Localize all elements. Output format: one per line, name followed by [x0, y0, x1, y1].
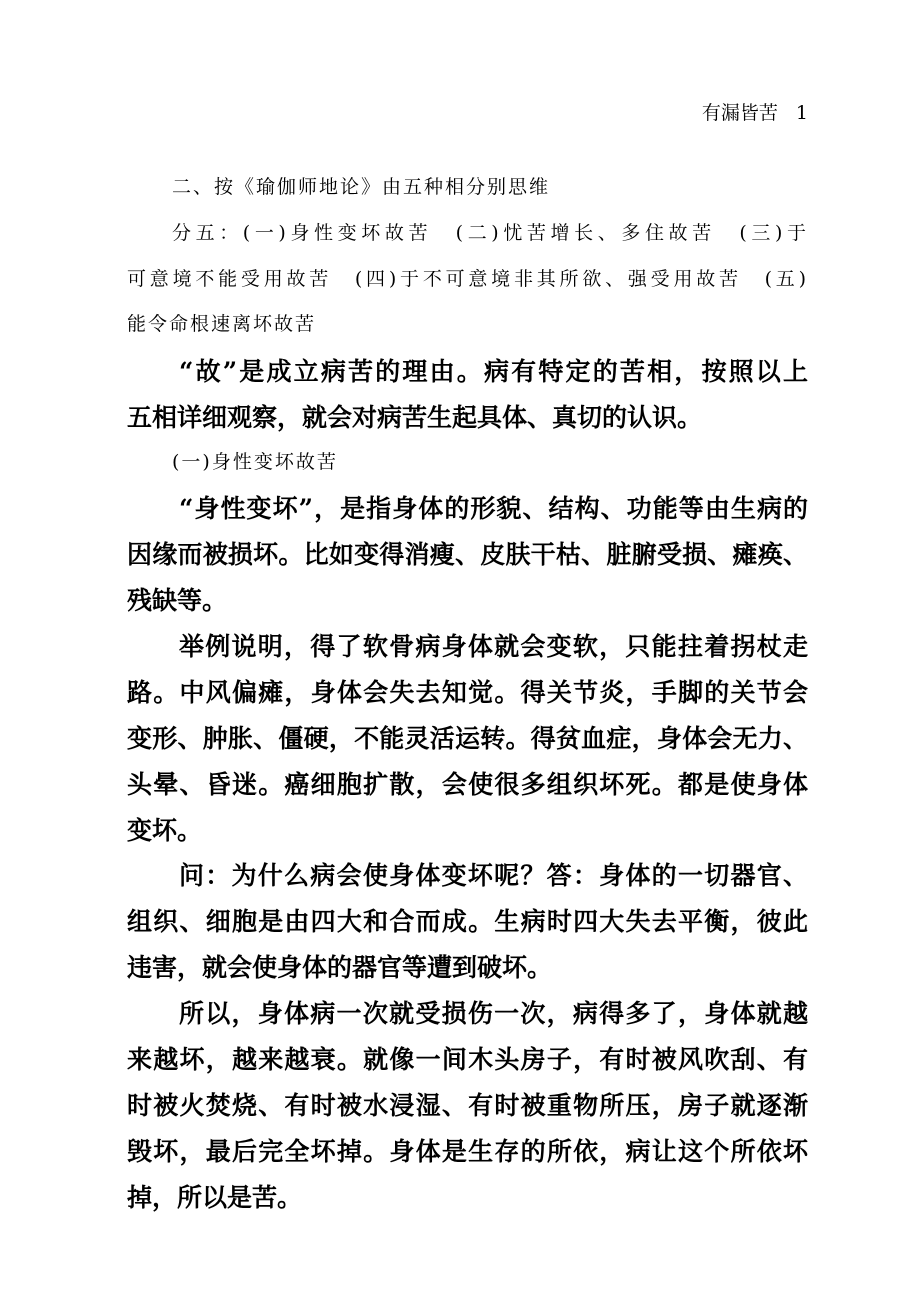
paragraph-line: 因缘而被损坏。比如变得消瘦、皮肤干枯、脏腑受损、瘫痪、 [127, 540, 808, 569]
paragraph-line: 所以，身体病一次就受损伤一次，病得多了，身体就越 [179, 999, 808, 1028]
paragraph-line: 违害，就会使身体的器官等遭到破坏。 [127, 953, 553, 982]
header-title: 有漏皆苦 [701, 102, 778, 124]
paragraph-line: 变坏。 [127, 816, 203, 845]
page-header [684, 98, 808, 125]
paragraph-line: “身性变坏”，是指身体的形貌、结构、功能等由生病的 [179, 494, 808, 523]
section-heading: 二、按《瑜伽师地论》由五种相分别思维 [172, 176, 551, 198]
paragraph-line: 五相详细观察，就会对病苦生起具体、真切的认识。 [127, 403, 703, 432]
paragraph-line: 掉，所以是苦。 [127, 1183, 303, 1212]
text-line: 分五：(一)身性变坏故苦 (二)忧苦增长、多住故苦 (三)于 [172, 222, 808, 244]
paragraph-line: 举例说明，得了软骨病身体就会变软，只能拄着拐杖走 [179, 632, 808, 661]
paragraph-line: 变形、肿胀、僵硬，不能灵活运转。得贫血症，身体会无力、 [127, 724, 808, 753]
paragraph-line: 来越坏，越来越衰。就像一间木头房子，有时被风吹刮、有 [127, 1045, 808, 1074]
paragraph-line: 头晕、昏迷。癌细胞扩散，会使很多组织坏死。都是使身体 [127, 770, 808, 799]
page-number: 1 [795, 102, 808, 124]
paragraph-line: “故”是成立病苦的理由。病有特定的苦相，按照以上 [179, 357, 808, 386]
sub-heading: (一)身性变坏故苦 [172, 451, 338, 473]
paragraph-line: 时被火焚烧、有时被水浸湿、有时被重物所压，房子就逐渐 [127, 1091, 808, 1120]
text-line: 可意境不能受用故苦 (四)于不可意境非其所欲、强受用故苦 (五) [127, 268, 808, 290]
paragraph-line: 残缺等。 [127, 586, 228, 615]
paragraph-line: 组织、细胞是由四大和合而成。生病时四大失去平衡，彼此 [127, 907, 808, 936]
paragraph-line: 问：为什么病会使身体变坏呢？答：身体的一切器官、 [179, 861, 808, 890]
text-line: 能令命根速离坏故苦 [127, 313, 317, 335]
paragraph-line: 路。中风偏瘫，身体会失去知觉。得关节炎，手脚的关节会 [127, 678, 808, 707]
paragraph-line: 毁坏，最后完全坏掉。身体是生存的所依，病让这个所依坏 [127, 1137, 808, 1166]
